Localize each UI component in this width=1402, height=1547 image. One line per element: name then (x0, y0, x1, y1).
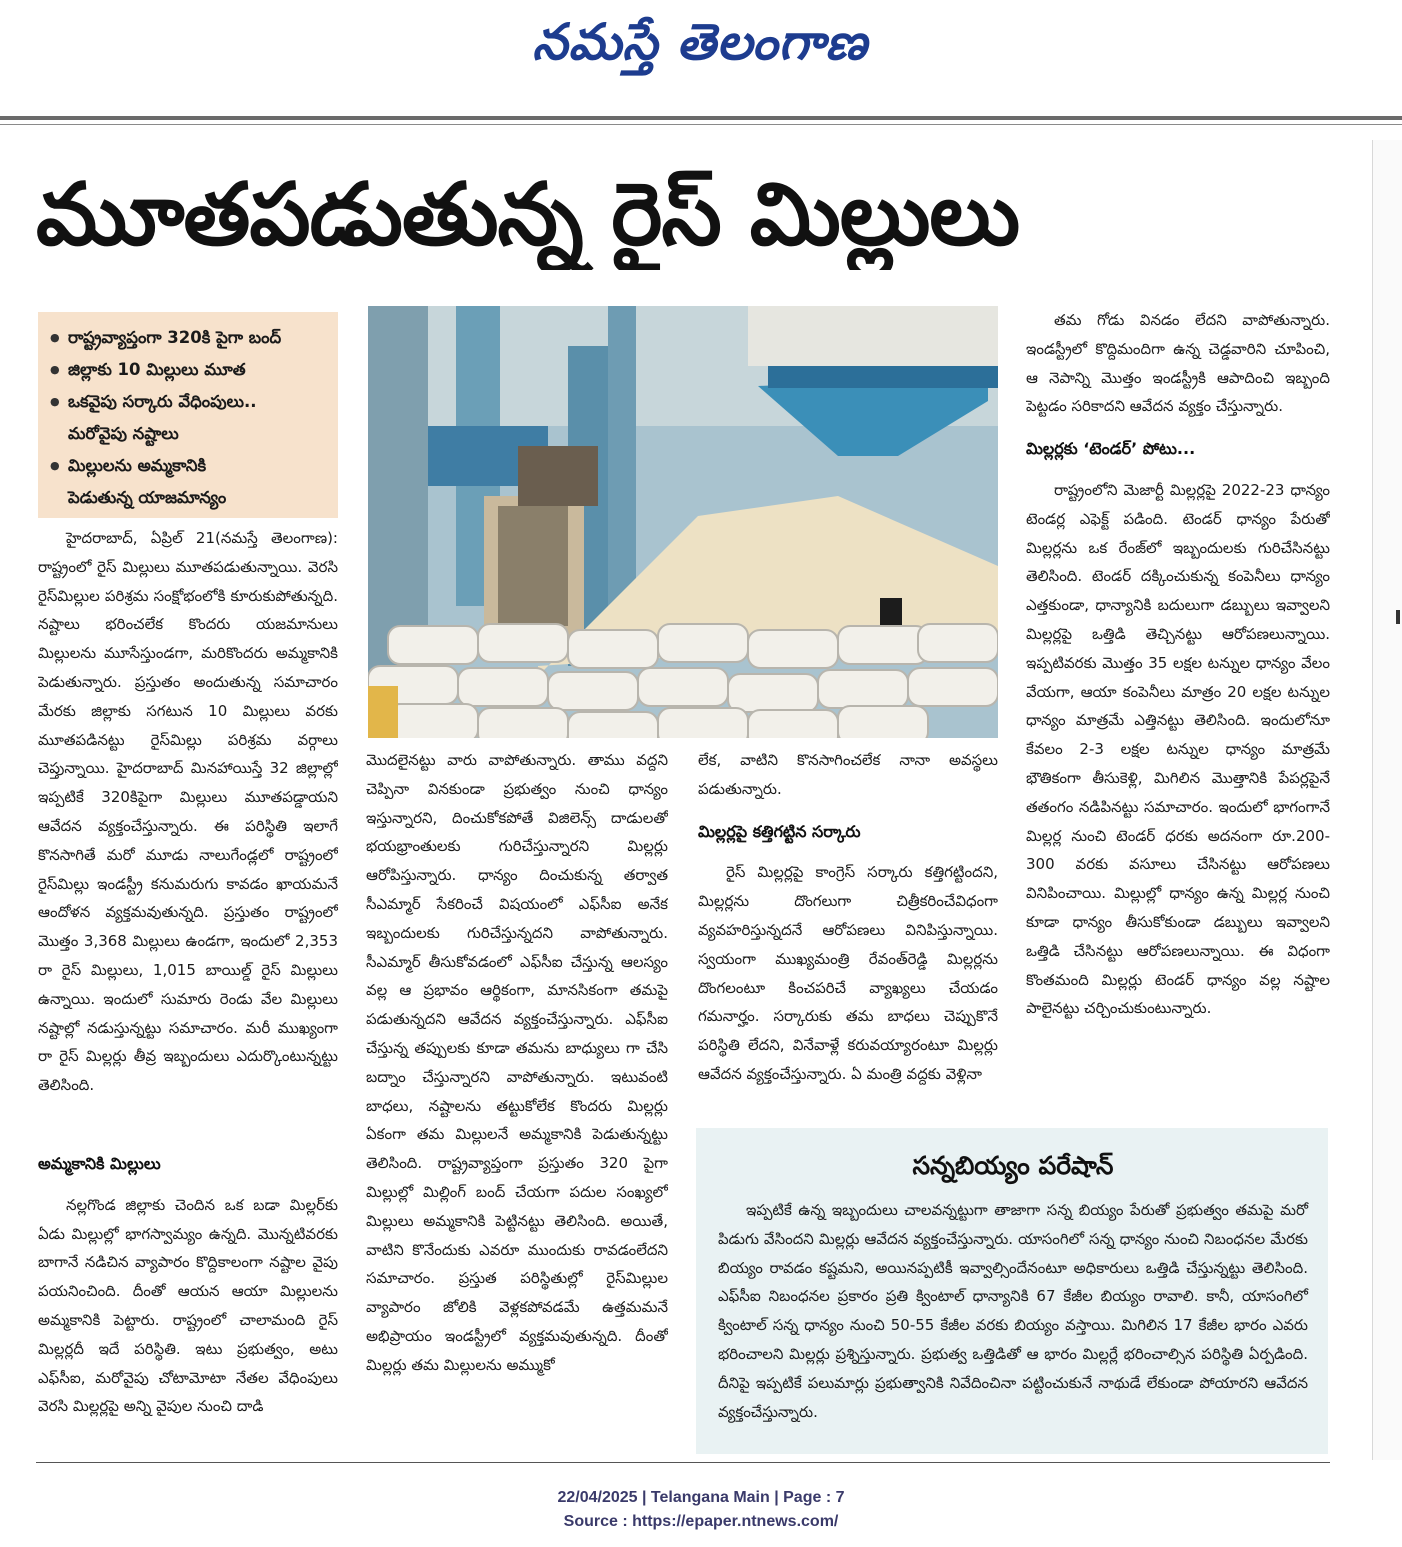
highlight-item (50, 386, 330, 450)
article-column-2 (366, 746, 668, 1446)
article-paragraph: లేక, వాటిని కొనసాగించలేక నానా అవస్థలు పడుతున్నారు. (698, 751, 998, 798)
bottom-rule (36, 1462, 1330, 1463)
adjacent-page-edge (1372, 140, 1402, 1460)
footer-date-edition: 22/04/2025 | Telangana Main | Page : 7 (557, 1489, 845, 1506)
highlight-text: ఒకవైపు సర్కారు వేధింపులు.. (68, 392, 257, 411)
boxout-text: ఇప్పటికే ఉన్న ఇబ్బందులు చాలవన్నట్టుగా తాజాగా సన్న బియ్యం పేరుతో ప్రభుత్వం తమపై మరో పిడుగు వేసిందని మిల్లర్లు ఆవేదన వ్యక్తంచేస్తున్నారు. యాసంగిలో సన్న ధాన్యం నుంచి నిబంధనల మేరకు బియ్యం రావడం కష్టమని, అయినప్పటికీ ఇవ్వాల్సిందేనంటూ అధికారులు ఒత్తిడి చేస్తున్నట్టు తెలిసింది. ఎఫ్‌సీఐ నిబంధనల ప్రకారం ప్రతి క్వింటాల్ ధాన్యానికి 67 కేజీల బియ్యం రావాలి. కానీ, యాసంగిలో క్వింటాల్ సన్న ధాన్యం నుంచి 50-55 కేజీల వరకు బియ్యం వస్తాయి. మిగిలిన 17 కేజీల భారం ఎవరు భరించాలని మిల్లర్లు ప్రశ్నిస్తున్నారు. ప్రభుత్వ ఒత్తిడితో ఆ భారం మిల్లర్లే భరించాల్సిన పరిస్థితి ఏర్పడింది. దీనిపై ఇప్పటికే పలుమార్లు ప్రభుత్వానికి నివేదించినా పట్టించుకునే నాథుడే లేకుండా పోయారని ఆవేదన వ్యక్తంచేస్తున్నారు. (718, 1201, 1308, 1421)
sidebar-boxout (696, 1128, 1328, 1454)
article-paragraph: రైస్ మిల్లర్లపై కాంగ్రెస్ సర్కారు కత్తిగట్టిందని, మిల్లర్లను దొంగలుగా చిత్రీకరించేవిధంగా వ్యవహరిస్తున్నదనే ఆరోపణలు వినిపిస్తున్నాయి. స్వయంగా ముఖ్యమంత్రి రేవంత్‌రెడ్డి మిల్లర్లను దొంగలంటూ కించపరిచే వ్యాఖ్యలు చేయడం గమనార్హం. సర్కారుకు తమ బాధలు చెప్పుకొనే పరిస్థితి లేదని, వినేవాళ్లే కరువయ్యారంటూ మిల్లర్లు ఆవేదన వ్యక్తంచేస్తున్నారు. ఏ మంత్రి వద్దకు వెళ్లినా (698, 863, 998, 1083)
subheading: మిల్లర్లపై కత్తిగట్టిన సర్కారు (698, 821, 861, 841)
masthead-rule-thin (0, 124, 1402, 125)
highlights-box (38, 312, 338, 518)
article-paragraph: తమ గోడు వినడం లేదని వాపోతున్నారు. ఇండస్ట్రీలో కొద్దిమందిగా ఉన్న చెడ్డవారిని చూపించి, ఆ నెపాన్ని మొత్తం ఇండస్ట్రీకి ఆపాదించి ఇబ్బంది పెట్టడం సరికాదని ఆవేదన వ్యక్తం చేస్తున్నారు. (1026, 311, 1330, 416)
page-footer (0, 1486, 1402, 1534)
masthead (0, 0, 1402, 118)
highlight-item (50, 354, 330, 386)
article-column-1 (38, 524, 338, 1136)
article-column-4 (1026, 306, 1330, 1110)
article-paragraph: మొదలైనట్టు వారు వాపోతున్నారు. తాము వద్దని చెప్పినా వినకుండా ప్రభుత్వం నుంచి ధాన్యం ఇస్తున్నారని, దించుకోకపోతే విజిలెన్స్ దాడులతో భయభ్రాంతులకు గురిచేస్తున్నారని మిల్లర్లు ఆరోపిస్తున్నారు. ధాన్యం దించుకున్న తర్వాత సీఎమ్మార్ సేకరించే విషయంలో ఎఫ్‌సీఐ అనేక ఇబ్బందులకు గురిచేస్తున్నదని వాపోతున్నారు. సీఎమ్మార్ తీసుకోవడంలో ఎఫ్‌సీఐ చేస్తున్న ఆలస్యం వల్ల ఆ ప్రభావం ఆర్థికంగా, మానసికంగా తమపై పడుతున్నదని ఆవేదన వ్యక్తంచేస్తున్నారు. ఎఫ్‌సీఐ చేస్తున్న తప్పులకు కూడా తమను బాధ్యులు గా చేసి బద్నాం చేస్తున్నారని వాపోతున్నారు. ఇటువంటి బాధలు, నష్టాలను తట్టుకోలేక కొందరు మిల్లర్లు ఏకంగా తమ మిల్లులనే అమ్మకానికి పెడుతున్నట్టు తెలిసింది. రాష్ట్రవ్యాప్తంగా ప్రస్తుతం 320 పైగా మిల్లుల్లో మిల్లింగ్ బంద్ చేయగా పదుల సంఖ్యలో మిల్లులు అమ్మకానికి పెట్టినట్టు తెలిసింది. అయితే, వాటిని కొనేందుకు ఎవరూ ముందుకు రావడంలేదని సమాచారం. ప్రస్తుత పరిస్థితుల్లో రైస్‌మిల్లుల వ్యాపారం జోలికి వెళ్లకపోవడమే ఉత్తమమనే అభిప్రాయం ఇండస్ట్రీలో వ్యక్తమవుతున్నది. దీంతో మిల్లర్లు తమ మిల్లులను అమ్ముకో (366, 751, 668, 1374)
footer-source: Source : https://epaper.ntnews.com/ (563, 1513, 839, 1530)
highlight-item (50, 322, 330, 354)
highlight-text: రాష్ట్రవ్యాప్తంగా 320కి పైగా బంద్ (68, 328, 282, 347)
article-paragraph: రాష్ట్రంలోని మెజార్టీ మిల్లర్లపై 2022-23 ధాన్యం టెండర్ల ఎఫెక్ట్ పడింది. టెండర్ ధాన్యం పేరుతో మిల్లర్లను ఒక రేంజ్‌లో ఇబ్బందులకు గురిచేసినట్టు తెలిసింది. టెండర్ దక్కించుకున్న కంపెనీలు ధాన్యం ఎత్తకుండా, ధాన్యానికి బదులుగా డబ్బులు ఇవ్వాలని మిల్లర్లపై ఒత్తిడి తెచ్చినట్టు ఆరోపణలున్నాయి. ఇప్పటివరకు మొత్తం 35 లక్షల టన్నుల ధాన్యం వేలం వేయగా, ఆయా కంపెనీలు మాత్రం 20 లక్షల టన్నుల ధాన్యం మాత్రమే ఎత్తినట్టు తెలిసింది. ఇందులోనూ కేవలం 2-3 లక్షల టన్నుల ధాన్యం మాత్రమే భౌతికంగా తీసుకెళ్లి, మిగిలిన మొత్తానికి పేపర్లపైనే తతంగం నడిపినట్టు సమాచారం. ఇందులో భాగంగానే మిల్లర్ల నుంచి టెండర్ ధరకు అదనంగా రూ.200-300 వరకు వసూలు చేసినట్టు ఆరోపణలు వినిపించాయి. మిల్లుల్లో ధాన్యం ఉన్న మిల్లర్ల నుంచి కూడా ధాన్యం తీసుకోకుండా డబ్బులు ఇవ్వాలని ఒత్తిడి చేసినట్టు ఆరోపణలున్నాయి. ఈ విధంగా కొంతమంది మిల్లర్లు టెండర్ ధాన్యం వల్ల నష్టాల పాలైనట్టు చర్చించుకుంటున్నారు. (1026, 480, 1330, 1018)
article-headline: మూతపడుతున్న రైస్ మిల్లులు (36, 165, 1020, 265)
rice-mill-photo-graphic (368, 306, 998, 738)
article-paragraph: హైదరాబాద్, ఏప్రిల్ 21(నమస్తే తెలంగాణ): రాష్ట్రంలో రైస్ మిల్లులు మూతపడుతున్నాయి. వెరసి రైస్‌మిల్లుల పరిశ్రమ సంక్షోభంలోకి కూరుకుపోతున్నది. నష్టాలు భరించలేక కొందరు యజమానులు మిల్లులను మూసేస్తుండగా, మరికొందరు అమ్మకానికి పెడుతున్నారు. ప్రస్తుతం అందుతున్న సమాచారం మేరకు జిల్లాకు సగటున 10 మిల్లులు వరకు మూతపడినట్టు రైస్‌మిల్లు పరిశ్రమ వర్గాలు చెప్తున్నాయి. హైదరాబాద్ మినహాయిస్తే 32 జిల్లాల్లో ఇప్పటికే 320కిపైగా మిల్లులు మూతపడ్డాయని ఆవేదన వ్యక్తంచేస్తున్నారు. ఈ పరిస్థితి ఇలాగే కొనసాగితే మరో మూడు నాలుగేండ్లలో రాష్ట్రంలో రైస్‌మిల్లు ఇండస్ట్రీ కనుమరుగు కావడం ఖాయమనే ఆందోళన వ్యక్తమవుతున్నది. ప్రస్తుతం రాష్ట్రంలో మొత్తం 3,368 మిల్లులు ఉండగా, ఇందులో 2,353 రా రైస్ మిల్లులు, 1,015 బాయిల్డ్ రైస్ మిల్లులు ఉన్నాయి. ఇందులో సుమారు రెండు వేల మిల్లులు నష్టాల్లో నడుస్తున్నట్టు సమాచారం. మరీ ముఖ్యంగా రా రైస్ మిల్లర్లు తీవ్ర ఇబ్బందులు ఎదుర్కొంటున్నట్టు తెలిసింది. (38, 529, 338, 1095)
highlight-text: మిల్లులను అమ్మకానికి (68, 456, 207, 475)
masthead-rule-thick (0, 116, 1402, 120)
article-column-3 (698, 746, 998, 1108)
rice-mill-photo (368, 306, 998, 738)
article-column-1-lower (38, 1150, 338, 1446)
article-paragraph: నల్లగొండ జిల్లాకు చెందిన ఒక బడా మిల్లర్‌కు ఏడు మిల్లుల్లో భాగస్వామ్యం ఉన్నది. మొన్నటివరకు బాగానే నడిచిన వ్యాపారం కొద్దికాలంగా నష్టాల వైపు పయనించింది. దీంతో ఆయన ఆయా మిల్లులను అమ్మకానికి పెట్టారు. రాష్ట్రంలో చాలామంది రైస్ మిల్లర్లదీ ఇదే పరిస్థితి. ఇటు ప్రభుత్వం, అటు ఎఫ్‌సీఐ, మరోవైపు చోటామోటా నేతల వేధింపులు వెరసి మిల్లర్లపై అన్ని వైపుల నుంచి దాడి (38, 1195, 338, 1416)
highlight-text: జిల్లాకు 10 మిల్లులు మూత (68, 360, 246, 379)
adjacent-page-mark (1396, 610, 1400, 624)
newspaper-logo: నమస్తే తెలంగాణ (532, 12, 868, 71)
subheading: మిల్లర్లకు ‘టెండర్’ పోటు... (1026, 439, 1196, 459)
boxout-title: సన్నబియ్యం పరేషాన్ (912, 1151, 1114, 1180)
subheading: అమ్మకానికి మిల్లులు (38, 1154, 161, 1173)
highlight-text-cont: మరోవైపు నష్టాలు (68, 424, 179, 443)
highlight-item (50, 450, 330, 514)
highlight-text-cont: పెడుతున్న యాజమాన్యం (68, 488, 227, 507)
